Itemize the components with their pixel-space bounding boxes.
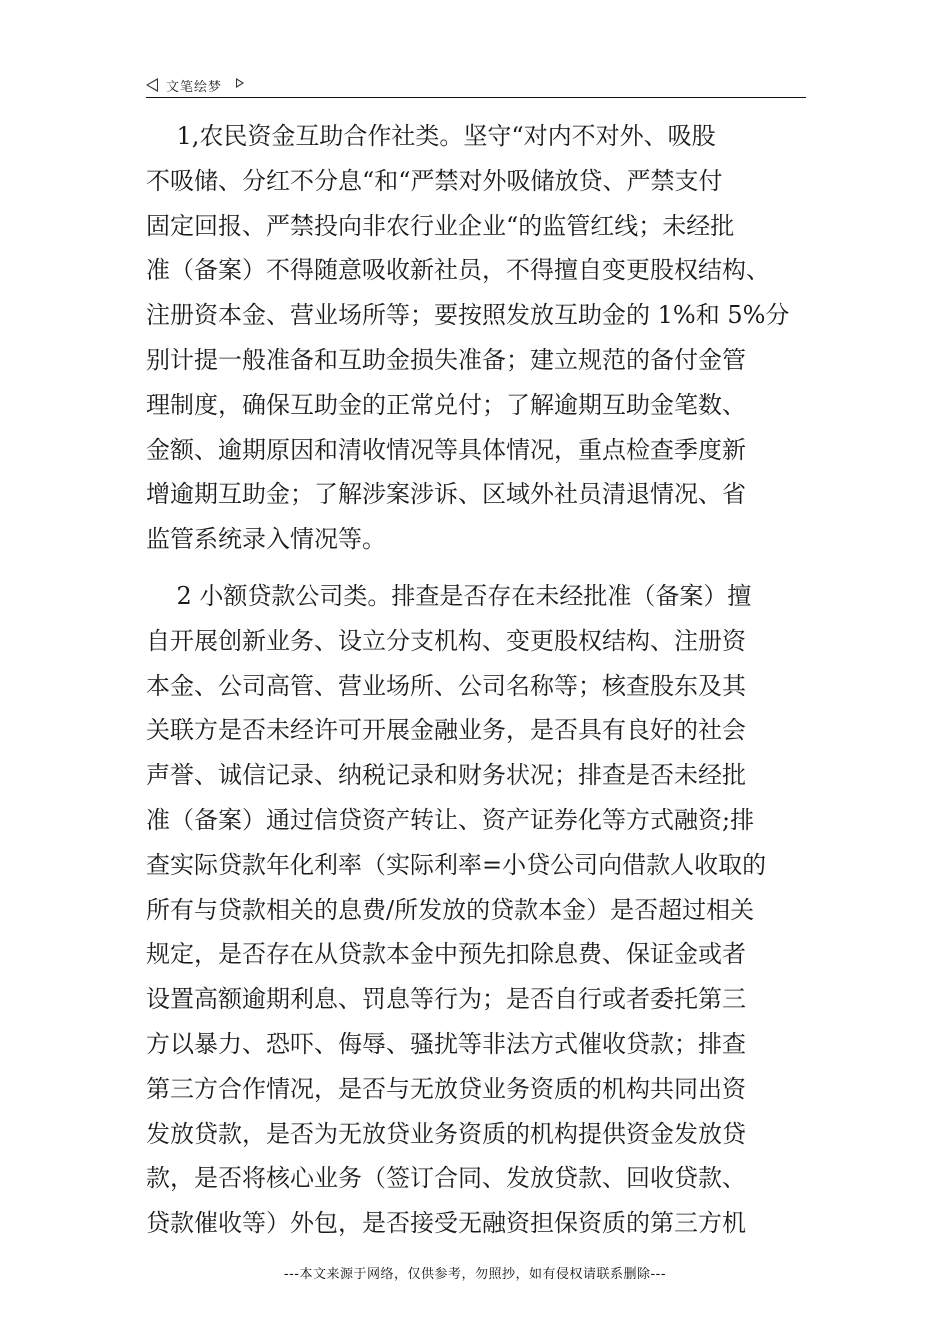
text-line: 查实际贷款年化利率（实际利率=小贷公司向借款人收取的	[146, 850, 767, 879]
text-line: 关联方是否未经许可开展金融业务，是否具有良好的社会	[146, 716, 746, 745]
footer-disclaimer: ---本文来源于网络，仅供参考，勿照抄，如有侵权请联系删除---	[283, 1267, 667, 1282]
paragraph-microloan-companies	[146, 574, 806, 1246]
paragraph-gap	[146, 562, 806, 574]
text-line: 准（备案）不得随意吸收新社员，不得擅自变更股权结构、	[146, 256, 770, 285]
text-line: 固定回报、严禁投向非农行业企业“的监管红线；未经批	[146, 211, 735, 240]
text-line: 准（备案）通过信贷资产转让、资产证券化等方式融资;排	[146, 805, 755, 834]
triangle-right-icon	[236, 78, 244, 88]
page-header	[146, 72, 806, 98]
text-line: 金额、逾期原因和清收情况等具体情况，重点检查季度新	[146, 435, 746, 464]
text-line: 1,农民资金互助合作社类。坚守“对内不对外、吸股	[146, 122, 716, 150]
text-line: 第三方合作情况，是否与无放贷业务资质的机构共同出资	[146, 1074, 746, 1103]
text-line: 设置高额逾期利息、罚息等行为；是否自行或者委托第三	[146, 985, 746, 1014]
brand-name: 文笔绘梦	[166, 80, 223, 95]
text-line: 别计提一般准备和互助金损失准备；建立规范的备付金管	[146, 345, 746, 374]
paragraph-farmers-mutual-aid	[146, 114, 806, 562]
text-line: 监管系统录入情况等。	[146, 525, 386, 554]
text-line: 2 小额贷款公司类。排查是否存在未经批准（备案）擅	[146, 581, 752, 610]
text-line: 方以暴力、恐吓、侮辱、骚扰等非法方式催收贷款；排查	[146, 1029, 746, 1058]
text-line: 贷款催收等）外包，是否接受无融资担保资质的第三方机	[146, 1209, 746, 1238]
triangle-left-icon	[146, 78, 158, 92]
text-line: 不吸储、分红不分息“和“严禁对外吸储放贷、严禁支付	[146, 166, 723, 195]
text-line: 增逾期互助金；了解涉案涉诉、区域外社员清退情况、省	[146, 480, 746, 509]
document-body	[146, 114, 806, 1246]
text-line: 注册资本金、营业场所等；要按照发放互助金的 1%和 5%分	[146, 301, 790, 330]
text-line: 理制度，确保互助金的正常兑付；了解逾期互助金笔数、	[146, 390, 746, 419]
header-divider	[146, 97, 806, 98]
text-line: 自开展创新业务、设立分支机构、变更股权结构、注册资	[146, 626, 746, 655]
text-line: 规定，是否存在从贷款本金中预先扣除息费、保证金或者	[146, 940, 746, 969]
text-line: 本金、公司高管、营业场所、公司名称等；核查股东及其	[146, 671, 746, 700]
text-line: 所有与贷款相关的息费/所发放的贷款本金）是否超过相关	[146, 895, 755, 924]
text-line: 发放贷款，是否为无放贷业务资质的机构提供资金发放贷	[146, 1119, 746, 1148]
text-line: 声誉、诚信记录、纳税记录和财务状况；排查是否未经批	[146, 761, 746, 790]
text-line: 款，是否将核心业务（签订合同、发放贷款、回收贷款、	[146, 1164, 746, 1193]
